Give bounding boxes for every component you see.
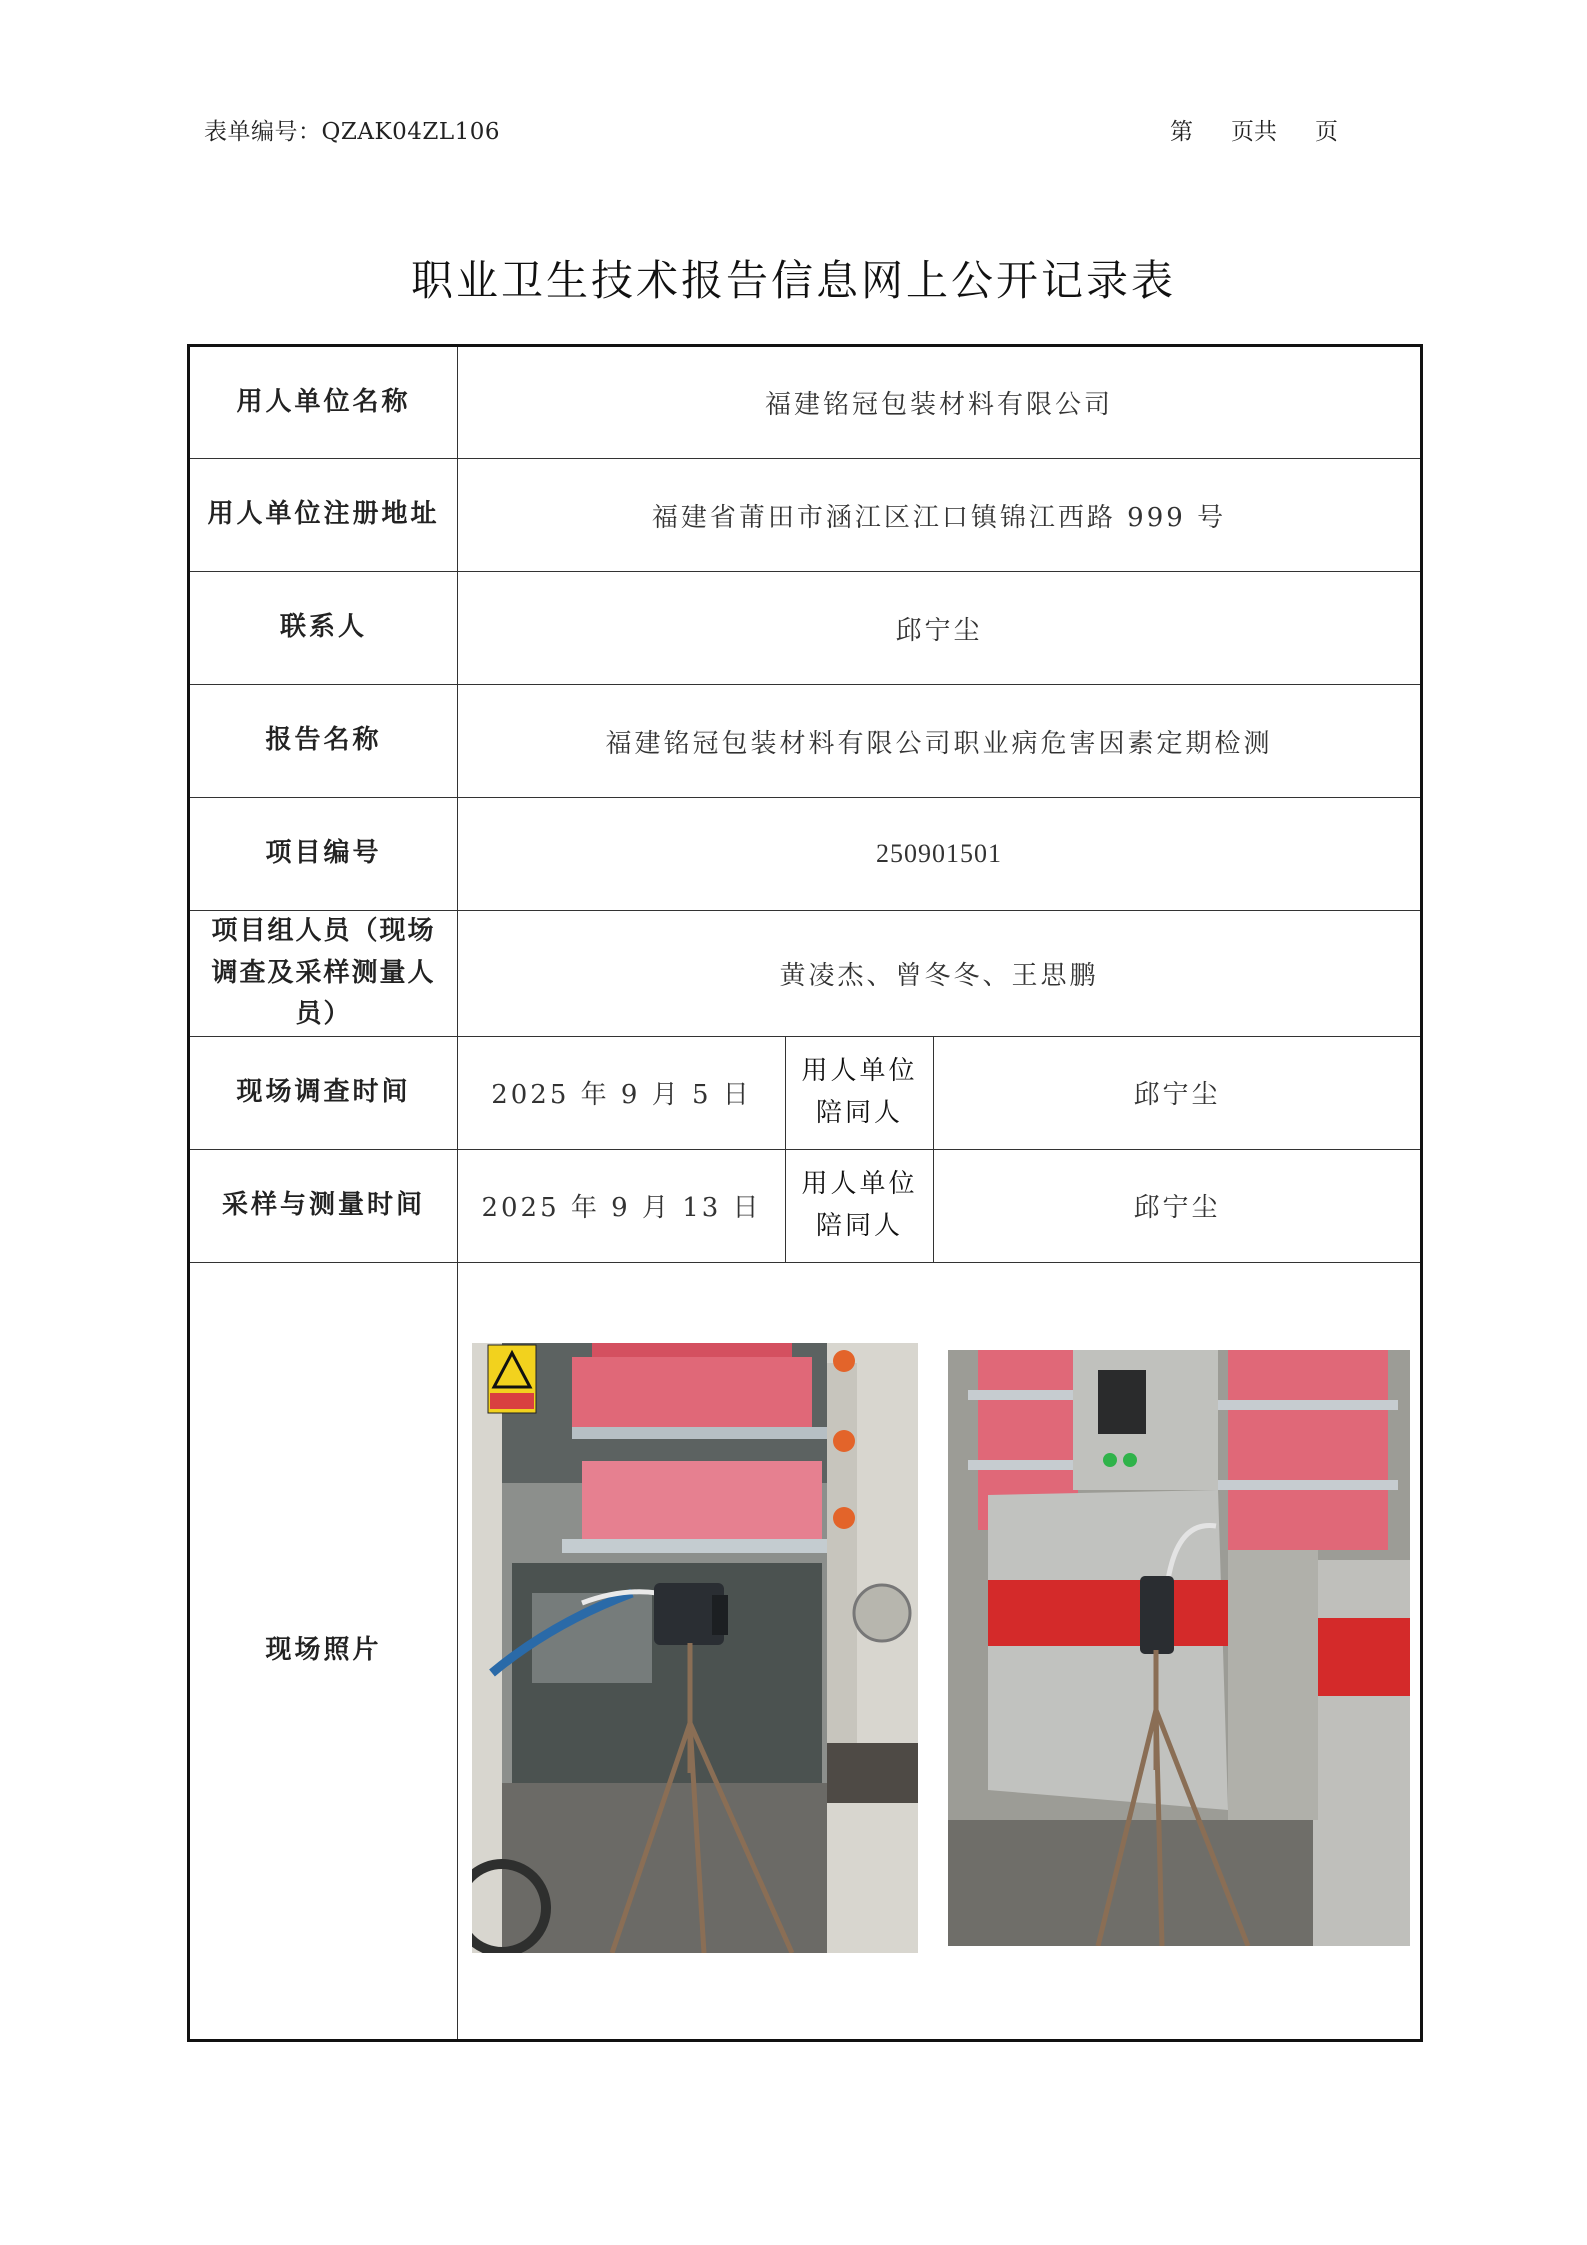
page-title: 职业卫生技术报告信息网上公开记录表	[410, 256, 1176, 305]
row-employer-name	[189, 346, 1422, 459]
page-label-left: 第	[1170, 119, 1193, 145]
form-number: 表单编号：QZAK04ZL106	[204, 119, 501, 145]
label-team: 项目组人员（现场调查及采样测量人员）	[189, 911, 458, 1037]
sampling-device-icon	[1140, 1576, 1174, 1654]
label-contact: 联系人	[189, 572, 458, 685]
value-survey-accompanier: 邱宁尘	[934, 1036, 1422, 1149]
value-sampling-date: 2025 年 9 月 13 日	[458, 1149, 786, 1262]
photos-cell	[458, 1262, 1422, 2040]
page-label-mid: 页共	[1231, 119, 1277, 145]
site-photo-2	[948, 1350, 1410, 1946]
label-sampling-time: 采样与测量时间	[189, 1149, 458, 1262]
label-report-name: 报告名称	[189, 685, 458, 798]
row-contact	[189, 572, 1422, 685]
label-employer-name: 用人单位名称	[189, 346, 458, 459]
label-survey-time: 现场调查时间	[189, 1036, 458, 1149]
site-photo-1	[472, 1343, 918, 1953]
row-address	[189, 459, 1422, 572]
value-employer-name: 福建铭冠包装材料有限公司	[458, 346, 1422, 459]
label-survey-accompanier: 用人单位陪同人	[786, 1036, 934, 1149]
page-counter	[1170, 113, 1338, 146]
label-sampling-accompanier: 用人单位陪同人	[786, 1149, 934, 1262]
row-team	[189, 911, 1422, 1037]
value-address: 福建省莆田市涵江区江口镇锦江西路 999 号	[458, 459, 1422, 572]
value-survey-date: 2025 年 9 月 5 日	[458, 1036, 786, 1149]
page-label-right: 页	[1315, 119, 1338, 145]
record-table	[187, 344, 1423, 2042]
row-survey	[189, 1036, 1422, 1149]
site-photo-2-image	[948, 1350, 1410, 1946]
row-photos	[189, 1262, 1422, 2040]
value-report-name: 福建铭冠包装材料有限公司职业病危害因素定期检测	[458, 685, 1422, 798]
site-photo-1-image	[472, 1343, 918, 1953]
label-address: 用人单位注册地址	[189, 459, 458, 572]
label-photos: 现场照片	[189, 1262, 458, 2040]
value-sampling-accompanier: 邱宁尘	[934, 1149, 1422, 1262]
row-project-no	[189, 798, 1422, 911]
label-project-no: 项目编号	[189, 798, 458, 911]
value-project-no: 250901501	[458, 798, 1422, 911]
row-report-name	[189, 685, 1422, 798]
row-sampling	[189, 1149, 1422, 1262]
sampling-device-icon	[654, 1583, 728, 1645]
value-team: 黄凌杰、曾冬冬、王思鹏	[458, 911, 1422, 1037]
warning-sign-icon	[488, 1345, 536, 1413]
value-contact: 邱宁尘	[458, 572, 1422, 685]
